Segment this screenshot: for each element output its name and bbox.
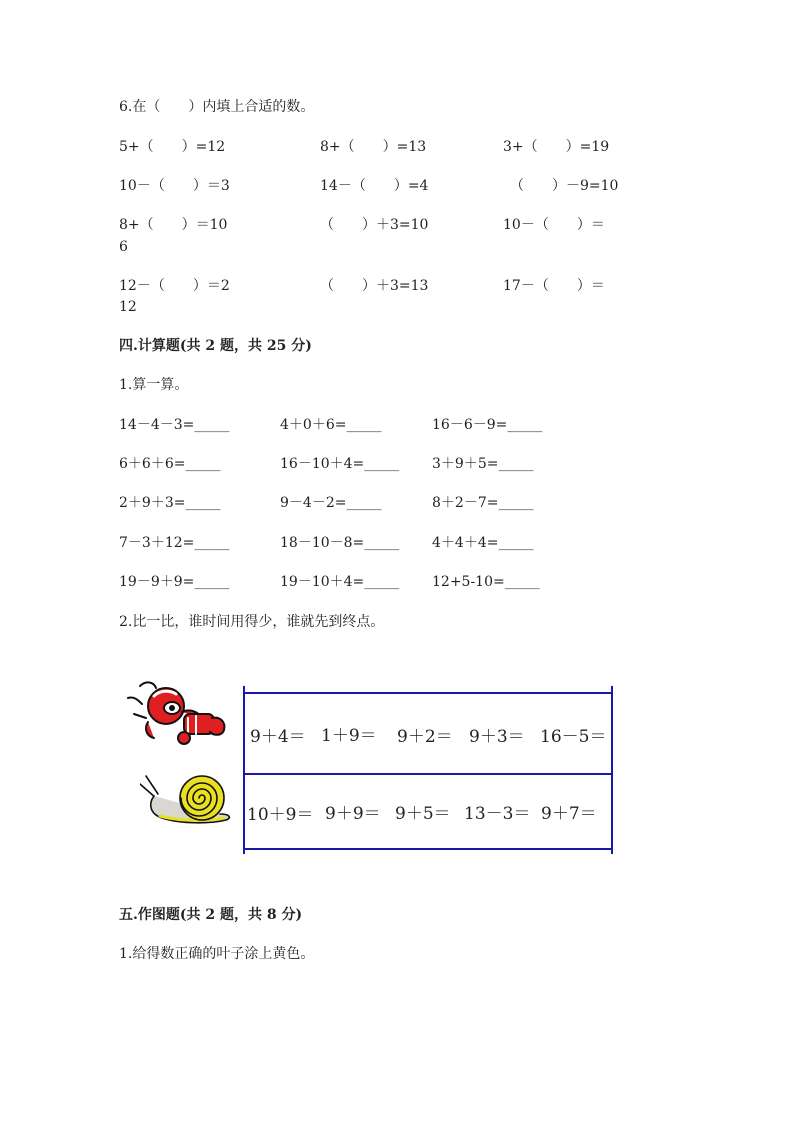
race-r2-c1: 10＋9＝ [247,805,314,825]
q6-r2-c3: （ ）－9=10 [510,178,619,194]
race-bottom-line [243,848,613,850]
q6-r4-c3: 17－（ ）＝ [503,278,605,294]
calc-r5-c2: 19－10＋4=_____ [280,574,400,590]
race-table [243,686,613,854]
q6-r2-c1: 10－（ ）＝3 [119,178,230,194]
runner-figure [126,678,236,750]
race-start-line [243,686,245,854]
calc-r3-c3: 8＋2－7=_____ [432,495,534,511]
calc-r1-c1: 14－4－3=_____ [119,417,230,433]
section5-heading: 五.作图题(共 2 题，共 8 分) [119,907,303,923]
calc-r5-c1: 19－9＋9=_____ [119,574,230,590]
calc-r4-c1: 7－3＋12=_____ [119,535,230,551]
race-r1-c5: 16－5＝ [540,727,607,747]
race-r2-c4: 13－3＝ [464,804,531,824]
calc-r2-c2: 16－10＋4=_____ [280,456,400,472]
q6-r4-c2: （ ）＋3=13 [320,278,429,294]
q6-r2-c2: 14－（ ）=4 [320,178,429,194]
q6-r3-wrap: 6 [119,239,128,255]
q6-r4-c1: 12－（ ）＝2 [119,278,230,294]
section4-heading: 四.计算题(共 2 题，共 25 分) [119,338,312,354]
calc-r2-c3: 3＋9＋5=_____ [432,456,534,472]
race-r2-c2: 9＋9＝ [325,804,381,824]
q6-title: 6.在（ ）内填上合适的数。 [119,99,315,115]
section5-q1-title: 1.给得数正确的叶子涂上黄色。 [119,946,315,962]
race-r2-c5: 9＋7＝ [541,804,597,824]
q6-r1-c3: 3+（ ）=19 [503,139,610,155]
race-middle-line [243,773,613,775]
calc-r5-c3: 12+5-10=_____ [432,574,540,590]
q6-r4-wrap: 12 [119,299,137,315]
calc-r4-c2: 18－10－8=_____ [280,535,400,551]
race-r1-c1: 9＋4＝ [250,727,306,747]
calc-r4-c3: 4＋4＋4=_____ [432,535,534,551]
section4-q2-title: 2.比一比，谁时间用得少，谁就先到终点。 [119,614,385,630]
calc-r3-c2: 9－4－2=_____ [280,495,382,511]
calc-r3-c1: 2＋9＋3=_____ [119,495,221,511]
calc-r1-c3: 16－6－9=_____ [432,417,543,433]
q6-r3-c2: （ ）＋3=10 [320,217,429,233]
race-r2-c3: 9＋5＝ [395,804,451,824]
snail [140,770,235,832]
race-top-line [243,692,613,694]
q6-r3-c1: 8+（ ）＝10 [119,217,228,233]
q6-r1-c2: 8+（ ）=13 [320,139,427,155]
race-r1-c2: 1＋9＝ [321,726,377,746]
section4-q1-title: 1.算一算。 [119,377,189,393]
q6-r1-c1: 5+（ ）=12 [119,139,226,155]
calc-r2-c1: 6＋6＋6=_____ [119,456,221,472]
race-r1-c4: 9＋3＝ [469,727,525,747]
race-finish-line [611,686,613,854]
race-r1-c3: 9＋2＝ [397,727,453,747]
calc-r1-c2: 4＋0＋6=_____ [280,417,382,433]
q6-r3-c3: 10－（ ）＝ [503,217,605,233]
